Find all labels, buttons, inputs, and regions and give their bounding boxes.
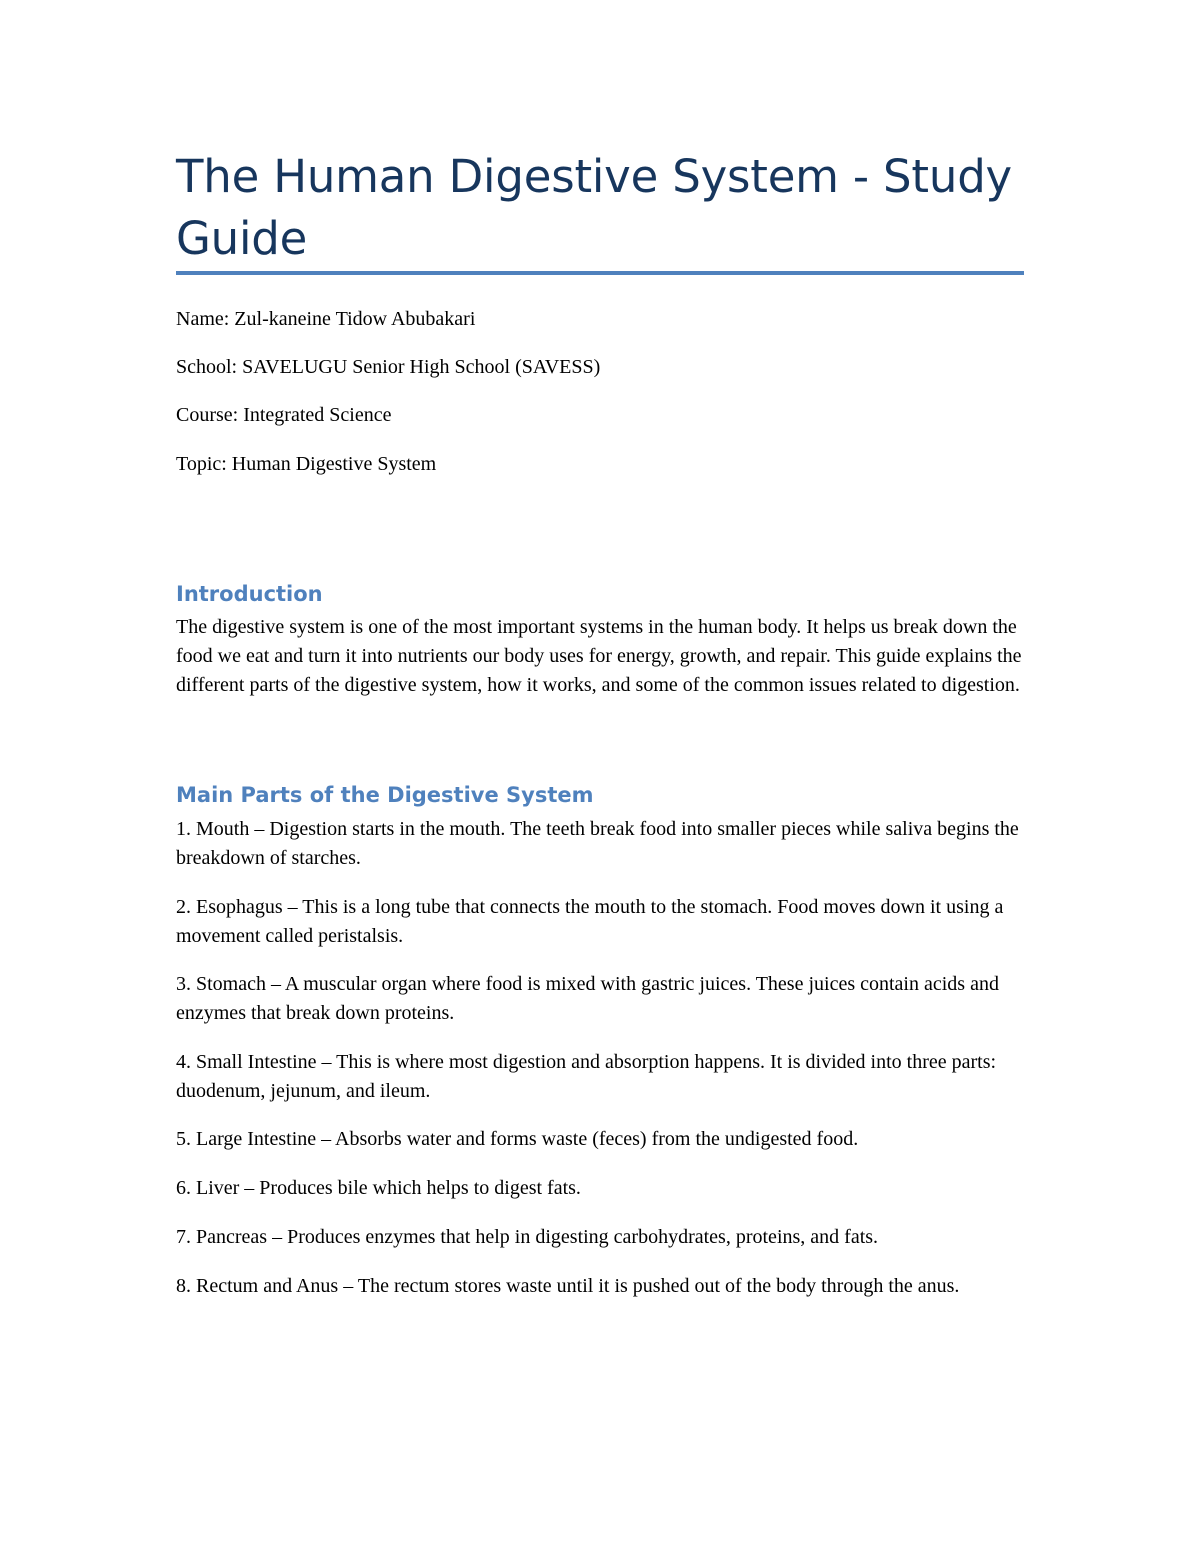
- list-item-esophagus: 2. Esophagus – This is a long tube that connects the mouth to the stomach. Food moves down it using a movement called peristalsis.: [176, 896, 1004, 947]
- student-name: Name: Zul-kaneine Tidow Abubakari: [176, 308, 476, 330]
- introduction-heading: Introduction: [176, 582, 323, 606]
- introduction-text: The digestive system is one of the most important systems in the human body. It helps us break down the food we eat and turn it into nutrients our body uses for energy, growth, and repair. This guide explains the different parts of the digestive system, how it works, and some of the common issues related to digestion.: [176, 616, 1022, 696]
- list-item-mouth: 1. Mouth – Digestion starts in the mouth. The teeth break food into smaller pieces while saliva begins the breakdown of starches.: [176, 818, 1019, 869]
- school-name: School: SAVELUGU Senior High School (SAVESS): [176, 356, 601, 378]
- list-item-stomach: 3. Stomach – A muscular organ where food is mixed with gastric juices. These juices contain acids and enzymes that break down proteins.: [176, 973, 999, 1024]
- document-title: The Human Digestive System - Study Guide: [176, 150, 1012, 265]
- course-name: Course: Integrated Science: [176, 404, 392, 426]
- list-item-small-intestine: 4. Small Intestine – This is where most digestion and absorption happens. It is divided into three parts: duodenum, jejunum, and ileum.: [176, 1051, 997, 1102]
- list-item-liver: 6. Liver – Produces bile which helps to digest fats.: [176, 1177, 581, 1199]
- title-underline: [176, 271, 1024, 275]
- topic-name: Topic: Human Digestive System: [176, 453, 437, 475]
- list-item-pancreas: 7. Pancreas – Produces enzymes that help in digesting carbohydrates, proteins, and fats.: [176, 1226, 879, 1248]
- main-parts-heading: Main Parts of the Digestive System: [176, 783, 594, 807]
- list-item-large-intestine: 5. Large Intestine – Absorbs water and forms waste (feces) from the undigested food.: [176, 1128, 859, 1150]
- list-item-rectum-anus: 8. Rectum and Anus – The rectum stores waste until it is pushed out of the body through the anus.: [176, 1275, 960, 1297]
